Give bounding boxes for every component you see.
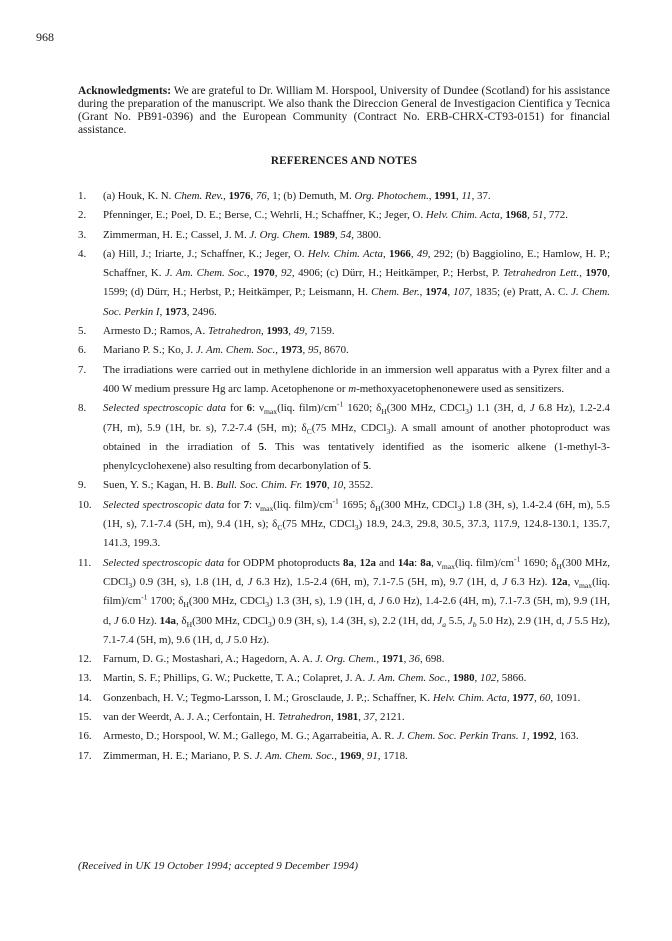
reference-text-run: for ODPM photoproducts	[224, 556, 343, 569]
reference-text-run: ,	[358, 711, 364, 724]
reference-text-run: ,	[250, 190, 256, 202]
reference-number: 12.	[78, 653, 92, 666]
reference-text-run: 3	[457, 503, 462, 513]
reference-text-run: 3	[128, 581, 133, 591]
reference-text-run: ,	[274, 267, 281, 280]
reference-text-run: , 5866.	[496, 672, 527, 685]
reference-text-run: Tetrahedron	[277, 711, 332, 724]
reference-text-run: 92	[280, 267, 292, 280]
reference-text-run: , 1599; (d) Dürr, H.; Herbst, P.; Heitkämper, P.; Leismann, H.	[103, 267, 611, 299]
reference-text-run: ,	[526, 730, 533, 743]
reference-text	[103, 206, 610, 225]
reference-text-run: J. Chem. Soc. Perkin Trans. 1	[397, 730, 527, 743]
reference-text-run: 49	[293, 325, 305, 338]
reference-text-run: ,	[361, 749, 367, 762]
reference-text-run: 1620; δ	[343, 402, 382, 415]
reference-text	[103, 226, 610, 245]
reference-text-run: , 3800.	[351, 228, 382, 241]
reference-text-run: 1966	[389, 247, 411, 260]
reference-item	[78, 476, 610, 495]
reference-text-run: 12a	[551, 575, 568, 588]
reference-text-run: J	[529, 402, 535, 415]
reference-number: 15.	[78, 711, 92, 724]
reference-text-run: ) 1.3 (3H, s), 1.9 (1H, d,	[269, 595, 379, 608]
reference-text-run: J. Am. Chem. Soc.	[165, 267, 247, 280]
reference-text-run: 3	[386, 426, 391, 436]
reference-text-run: ) 1.8 (3H, s), 1.4-2.4 (6H, m), 5.5 (1H, s), 7.1-7.4 (5H, m), 9.4 (1H, s); δ	[103, 498, 610, 531]
reference-text-run: max	[441, 561, 455, 571]
reference-text-run: , 7159.	[304, 325, 335, 338]
reference-text-run: 1993	[266, 325, 289, 338]
reference-text-run: H	[186, 619, 193, 629]
reference-text-run: 6.0 Hz).	[118, 614, 160, 627]
reference-text-run: Chem. Rev.	[174, 190, 224, 202]
reference-text-run: ,	[410, 247, 417, 260]
reference-text-run: , 292; (b) Baggiolino, E.; Hamlow, H. P.; Schaffner, K.	[103, 247, 610, 280]
reference-number: 5.	[78, 325, 87, 338]
reference-text-run: 60	[539, 691, 551, 704]
reference-text-run: ) 18.9, 24.3, 29.8, 30.5, 37.3, 117.9, 124.8-130.1, 135.7, 141.3, 199.3.	[103, 518, 610, 550]
reference-text-run: ,	[447, 286, 454, 299]
reference-text-run: 5.0 Hz), 2.9 (1H, d,	[476, 614, 568, 627]
reference-text-run: (300 MHz, CDCl	[188, 595, 266, 608]
reference-text-run: , 1; (b) Demuth, M.	[266, 190, 355, 202]
reference-text	[103, 496, 610, 554]
reference-text-run: van der Weerdt, A. J. A.; Cerfontain, H.	[103, 711, 278, 724]
reference-text-run: 6.3 Hz), 1.5-2.4 (6H, m), 7.1-7.5 (5H, m), 9.7 (1H, d,	[252, 575, 503, 588]
reference-text	[103, 669, 610, 688]
reference-text	[103, 554, 610, 650]
reference-number: 8.	[78, 402, 87, 415]
reference-text	[103, 476, 610, 495]
reference-text-run: 1700; δ	[147, 595, 184, 608]
reference-text	[103, 322, 610, 341]
reference-text-run: 3	[268, 619, 272, 629]
reference-text-run: 1971	[381, 653, 404, 666]
reference-text-run: H	[183, 600, 189, 610]
reference-text-run: J. Am. Chem. Soc.	[367, 672, 448, 685]
reference-text-run: ,	[506, 691, 513, 704]
reference-number: 10.	[78, 498, 92, 511]
reference-text-run: 91	[366, 749, 378, 762]
reference-number: 9.	[78, 479, 87, 492]
reference-text-run: (300 MHz, CDCl	[386, 402, 466, 415]
reference-text-run: 1992	[532, 730, 555, 743]
reference-text-run: 1695; δ	[338, 498, 376, 511]
reference-text-run: ,	[223, 190, 229, 202]
reference-text-run: Zimmerman, H. E.; Cassel, J. M.	[103, 228, 250, 241]
reference-text-run: ,	[261, 325, 267, 338]
reference-text-run: : ν	[252, 402, 264, 415]
reference-text-run: -methoxyacetophenonewere used as sensitizers.	[356, 382, 565, 395]
reference-item	[78, 322, 610, 341]
reference-text-run: 1970	[252, 267, 275, 280]
reference-text-run: , 1835; (e) Pratt, A. C.	[469, 286, 572, 299]
reference-text-run: J	[247, 575, 253, 588]
reference-text-run: -1	[337, 399, 344, 409]
reference-text-run: 14a	[159, 614, 176, 627]
reference-text-run: Zimmerman, H. E.; Mariano, P. S.	[103, 749, 255, 762]
acknowledgments-label: Acknowledgments:	[78, 85, 172, 97]
reference-text-run: 102	[480, 672, 497, 685]
reference-text-run: Org. Photochem.	[354, 190, 429, 202]
reference-text-run: 5.0 Hz).	[230, 633, 270, 646]
reference-text-run: J	[437, 614, 443, 627]
reference-text-run: ,	[275, 344, 281, 357]
reference-text-run: ,	[419, 286, 426, 299]
reference-text-run: ,	[534, 691, 540, 704]
reference-text-run: J	[378, 595, 384, 608]
reference-text-run: 1991	[434, 190, 457, 202]
reference-text	[103, 399, 610, 476]
reference-text-run: C	[277, 523, 283, 533]
reference-text	[103, 727, 610, 746]
reference-text-run: (300 MHz, CDCl	[380, 498, 458, 511]
reference-text-run: Selected spectroscopic data	[103, 498, 225, 511]
reference-text-run: -1	[513, 554, 521, 564]
reference-number: 16.	[78, 730, 92, 743]
reference-text-run: ,	[403, 653, 410, 666]
reference-number: 14.	[78, 691, 92, 704]
reference-text-run: 5.5 Hz), 7.1-7.4 (5H, m), 9.6 (1H, d,	[103, 614, 611, 646]
reference-text-run: 1970	[585, 267, 608, 280]
references-heading: REFERENCES AND NOTES	[270, 155, 418, 167]
reference-text	[103, 245, 610, 322]
page-number: 968	[36, 30, 54, 44]
reference-text-run: , 1718.	[377, 749, 408, 762]
reference-text-run: ,	[353, 556, 360, 569]
reference-text-run: ,	[376, 653, 382, 666]
reference-text-run: J	[502, 575, 508, 588]
reference-text-run: , 2121.	[374, 711, 405, 724]
reference-text-run: 36	[409, 653, 420, 666]
reference-text-run: J. Am. Chem. Soc.	[254, 749, 335, 762]
reference-text-run: 3	[354, 523, 359, 533]
reference-text-run: ,	[331, 711, 337, 724]
reference-text-run: Armesto, D.; Horspool, W. M.; Gallego, M. G.; Agarrabeitia, A. R.	[103, 730, 398, 743]
reference-text-run: -1	[141, 592, 148, 602]
reference-text-run: Mariano P. S.; Ko, J.	[103, 344, 196, 357]
reference-text-run: 12a	[359, 556, 376, 569]
acknowledgments-text: We are grateful to Dr. William M. Horspool, University of Dundee (Scotland) for his assistance during the preparation of the manuscript. We also thank the Direccion General de Investigacion Cientifica y Tecnica (Grant No. PB91-0396) and the European Community (Contract No. ERB-CHRX-CT93-0151) for financial assistance.	[78, 85, 610, 136]
reference-text-run: 8a	[420, 556, 432, 569]
reference-item	[78, 399, 610, 476]
reference-text-run: 49	[416, 247, 428, 260]
reference-text-run: ) 1.1 (3H, d,	[468, 402, 530, 415]
reference-item	[78, 341, 610, 360]
reference-number: 11.	[78, 556, 92, 569]
reference-text	[103, 747, 610, 766]
received-note: (Received in UK 19 October 1994; accepted 9 December 1994)	[78, 860, 359, 872]
reference-text-run: ,	[288, 325, 294, 338]
reference-text-run: J. Org. Chem.	[249, 228, 311, 241]
reference-text-run: H	[381, 407, 387, 417]
reference-text-run: Tetrahedron	[207, 325, 262, 338]
reference-text	[103, 187, 610, 206]
reference-item	[78, 187, 610, 206]
reference-text-run: 1973	[165, 305, 187, 318]
reference-item	[78, 496, 610, 554]
reference-item	[78, 708, 610, 727]
reference-item	[78, 689, 610, 708]
reference-text-run: (liq. film)/cm	[273, 498, 333, 511]
reference-text-run: (a) Houk, K. N.	[103, 190, 175, 202]
reference-item	[78, 747, 610, 766]
reference-text-run: ). A small amount of another photoproduct was obtained in the irradiation of	[103, 421, 610, 453]
reference-text-run: ) 0.9 (3H, s), 1.8 (1H, d,	[132, 575, 248, 588]
reference-text-run: 10	[332, 479, 344, 492]
reference-text-run: H	[375, 503, 381, 513]
reference-text-run: Helv. Chim. Acta	[432, 691, 507, 704]
reference-text-run: Tetrahedron Lett.	[503, 267, 580, 280]
reference-text-run: ,	[383, 247, 390, 260]
reference-text-run: 1970	[305, 479, 327, 492]
reference-text-run: Martin, S. F.; Phillips, G. W.; Puckette, T. A.; Colapret, J. A.	[103, 672, 368, 685]
reference-text-run: 1968	[505, 209, 528, 222]
reference-text-run: 1974	[425, 286, 448, 299]
reference-number: 2.	[78, 209, 87, 222]
reference-text-run: m	[348, 382, 357, 395]
reference-text-run: -1	[332, 496, 339, 506]
reference-text-run: 6.8 Hz), 1.2-2.4 (7H, m), 5.9 (1H, br. s), 7.2-7.4 (5H, m); δ	[103, 402, 610, 434]
reference-text-run: ,	[474, 672, 480, 685]
reference-text-run: 6.0 Hz), 1.4-2.6 (4H, m), 7.1-7.3 (5H, m), 9.9 (1H, d,	[103, 595, 610, 627]
reference-text-run: :	[414, 556, 421, 569]
reference-number: 3.	[78, 228, 87, 241]
reference-text-run: J. Chem. Soc. Perkin I	[103, 286, 610, 318]
reference-text-run: , 8670.	[318, 344, 349, 357]
reference-text-run: , ν	[431, 556, 442, 569]
reference-text-run: 54	[340, 228, 352, 241]
reference-text-run: and	[375, 556, 398, 569]
reference-text-run: (liq. film)/cm	[103, 575, 610, 608]
reference-text-run: 5	[258, 440, 265, 453]
reference-number: 6.	[78, 344, 87, 357]
reference-text-run: ,	[334, 228, 341, 241]
reference-item	[78, 727, 610, 746]
reference-text-run: , 4906; (c) Dürr, H.; Heitkämper, P.; Herbst, P.	[291, 267, 504, 280]
reference-text-run: Pfenninger, E.; Poel, D. E.; Berse, C.; Wehrli, H.; Schaffner, K.; Jeger, O.	[103, 209, 426, 222]
reference-text	[103, 361, 610, 400]
reference-text-run: 95	[307, 344, 319, 357]
reference-text-run: max	[260, 503, 274, 513]
reference-text-run: ,	[428, 190, 435, 202]
reference-item	[78, 361, 610, 400]
reference-text-run: (300 MHz, CDCl	[103, 556, 611, 588]
reference-text-run: ,	[579, 267, 586, 280]
reference-text-run: 107	[453, 286, 470, 299]
reference-text	[103, 708, 610, 727]
reference-text-run: , 2496.	[186, 305, 217, 318]
reference-text	[103, 689, 610, 708]
reference-text-run: Helv. Chim. Acta	[425, 209, 500, 222]
reference-text-run: 5	[363, 460, 369, 473]
reference-text-run: 1969	[339, 749, 362, 762]
reference-text-run: a	[442, 619, 447, 629]
reference-text-run: ,	[334, 749, 340, 762]
reference-text-run: Helv. Chim. Acta	[307, 247, 383, 260]
reference-text-run: ,	[159, 305, 166, 318]
reference-text-run: , ν	[567, 575, 580, 588]
reference-text-run: H	[556, 561, 562, 571]
reference-text-run: Selected spectroscopic data	[103, 556, 225, 569]
reference-text-run: J	[113, 614, 119, 627]
reference-number: 17.	[78, 749, 92, 762]
reference-text-run: J. Am. Chem. Soc.	[195, 344, 276, 357]
reference-text-run: 11	[461, 190, 472, 202]
reference-number: 7.	[78, 363, 87, 376]
reference-text-run: J	[567, 614, 572, 627]
reference-text-run: 1690; δ	[520, 556, 557, 569]
reference-text-run: , 1091.	[550, 691, 581, 704]
reference-text-run: 1977	[512, 691, 535, 704]
reference-text-run: max	[579, 581, 593, 591]
reference-text-run: 1989	[313, 228, 335, 241]
references-list	[78, 187, 610, 766]
reference-text-run: (liq. film)/cm	[277, 402, 338, 415]
reference-text-run: ,	[527, 209, 533, 222]
reference-item	[78, 650, 610, 669]
reference-text-run: Bull. Soc. Chim. Fr.	[216, 479, 303, 492]
reference-text-run: The irradiations were carried out in methylene dichloride in an immersion well apparatus with a Pyrex filter and a 400 W medium pressure Hg arc lamp. Acetophenone or	[103, 363, 610, 395]
reference-text-run: 8a	[342, 556, 354, 569]
reference-text-run: , 3552.	[343, 479, 374, 492]
reference-text-run: J	[467, 614, 473, 627]
reference-item	[78, 226, 610, 245]
reference-number: 13.	[78, 672, 92, 685]
reference-text-run: 76	[255, 190, 267, 202]
reference-number: 4.	[78, 247, 87, 260]
reference-text-run: ,	[447, 672, 453, 685]
reference-text-run: 3	[265, 600, 270, 610]
reference-text-run: 3	[465, 407, 469, 417]
reference-text-run: Gonzenbach, H. V.; Tegmo-Larsson, I. M.; Grosclaude, J. P.;. Schaffner, K.	[103, 691, 433, 704]
reference-number: 1.	[78, 190, 87, 202]
reference-text-run: 14a	[397, 556, 415, 569]
reference-item	[78, 554, 610, 650]
reference-text-run: 1980	[452, 672, 475, 685]
reference-text-run: (75 MHz, CDCl	[311, 421, 387, 434]
reference-text-run: ,	[302, 344, 308, 357]
reference-text-run: , 163.	[554, 730, 579, 743]
reference-text-run: ,	[326, 479, 333, 492]
reference-text-run: J. Org. Chem.	[315, 653, 377, 666]
reference-text-run: ,	[246, 267, 253, 280]
reference-text-run: 1976	[228, 190, 251, 202]
reference-text	[103, 341, 610, 360]
reference-text-run: (300 MHz, CDCl	[192, 614, 269, 627]
reference-text-run: , 698.	[419, 653, 445, 666]
reference-text-run: , 37.	[471, 190, 491, 202]
reference-text-run: , 772.	[543, 209, 568, 222]
reference-text-run: (liq. film)/cm	[454, 556, 514, 569]
reference-text-run: 1981	[336, 711, 359, 724]
reference-text-run: 7	[243, 498, 250, 511]
reference-text-run: , δ	[175, 614, 187, 627]
reference-text-run: 37	[363, 711, 375, 724]
reference-text-run: Armesto D.; Ramos, A.	[103, 325, 208, 338]
reference-text-run: 51	[532, 209, 544, 222]
reference-text-run: 6.3 Hz).	[507, 575, 552, 588]
reference-text-run: b	[472, 619, 477, 629]
reference-text-run: Suen, Y. S.; Kagan, H. B.	[103, 479, 217, 492]
reference-text-run: (a) Hill, J.; Iriarte, J.; Schaffner, K.; Jeger, O.	[103, 247, 308, 260]
reference-text-run: 6	[246, 402, 253, 415]
reference-text-run: .	[368, 460, 372, 473]
reference-text-run: . This was tentatively identified as the isomeric alkene (1-methyl-3-phenylcyclohexene) also resulting from decarbonylation of	[103, 440, 611, 473]
reference-text-run: ,	[499, 209, 506, 222]
reference-text-run: 1973	[280, 344, 303, 357]
reference-text-run: Selected spectroscopic data	[103, 402, 227, 415]
acknowledgments-paragraph	[78, 85, 610, 137]
reference-text-run: for	[226, 402, 247, 415]
reference-text-run: (75 MHz, CDCl	[282, 518, 355, 531]
reference-text-run: for	[224, 498, 244, 511]
reference-item	[78, 206, 610, 225]
reference-item	[78, 245, 610, 322]
reference-text-run: : ν	[249, 498, 261, 511]
reference-text-run: J	[226, 633, 231, 646]
reference-item	[78, 669, 610, 688]
reference-text-run: C	[306, 426, 312, 436]
reference-text-run: max	[264, 407, 278, 417]
reference-text-run: ) 0.9 (3H, s), 1.4 (3H, s), 2.2 (1H, dd,	[271, 614, 438, 627]
reference-text	[103, 650, 610, 669]
reference-text-run: ,	[456, 190, 462, 202]
reference-text-run: Chem. Ber.	[371, 286, 420, 299]
reference-text-run: 5.5,	[446, 614, 468, 627]
reference-text-run: Farnum, D. G.; Mostashari, A.; Hagedorn, A. A.	[103, 653, 316, 666]
